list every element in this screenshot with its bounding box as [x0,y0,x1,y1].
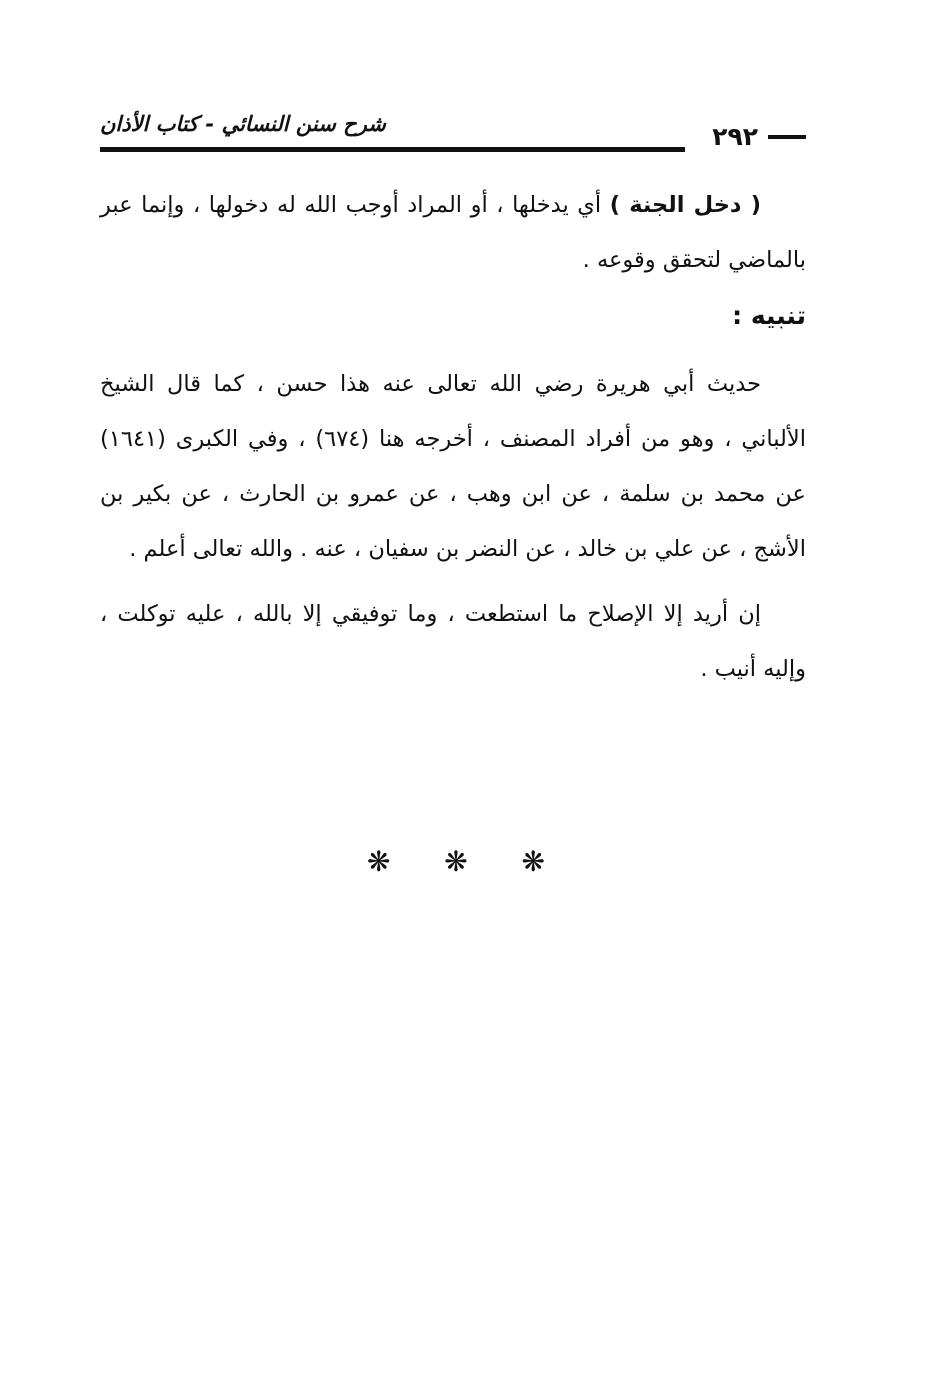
paragraph-1-text: أي يدخلها ، أو المراد أوجب الله له دخولها ، وإنما عبر بالماضي لتحقق وقوعه . [100,192,806,273]
body-text [100,178,806,697]
page-number [712,122,806,151]
section-separator-stars: ❋ ❋ ❋ [367,845,567,878]
paragraph-2: حديث أبي هريرة رضي الله تعالى عنه هذا حسن ، كما قال الشيخ الألباني ، وهو من أفراد المصنف ، أخرجه هنا (٦٧٤) ، وفي الكبرى (١٦٤١) عن محمد بن سلمة ، عن ابن وهب ، عن عمرو بن الحارث ، عن بكير بن الأشج ، عن علي بن خالد ، عن النضر بن سفيان ، عنه . والله تعالى أعلم . [100,371,806,562]
header-rule [100,147,685,152]
paragraph-1 [100,178,806,288]
quoted-phrase: ( دخل الجنة ) [609,192,761,218]
page-number-value: ٢٩٢ [712,122,758,151]
paragraph-gap [100,577,806,587]
page-number-dash [768,135,806,139]
book-title: شرح سنن النسائي - كتاب الأذان [100,112,386,136]
section-heading: تنبيه : [732,301,806,330]
paragraph-3: إن أريد إلا الإصلاح ما استطعت ، وما توفيقي إلا بالله ، عليه توكلت ، وإليه أنيب . [100,601,806,682]
